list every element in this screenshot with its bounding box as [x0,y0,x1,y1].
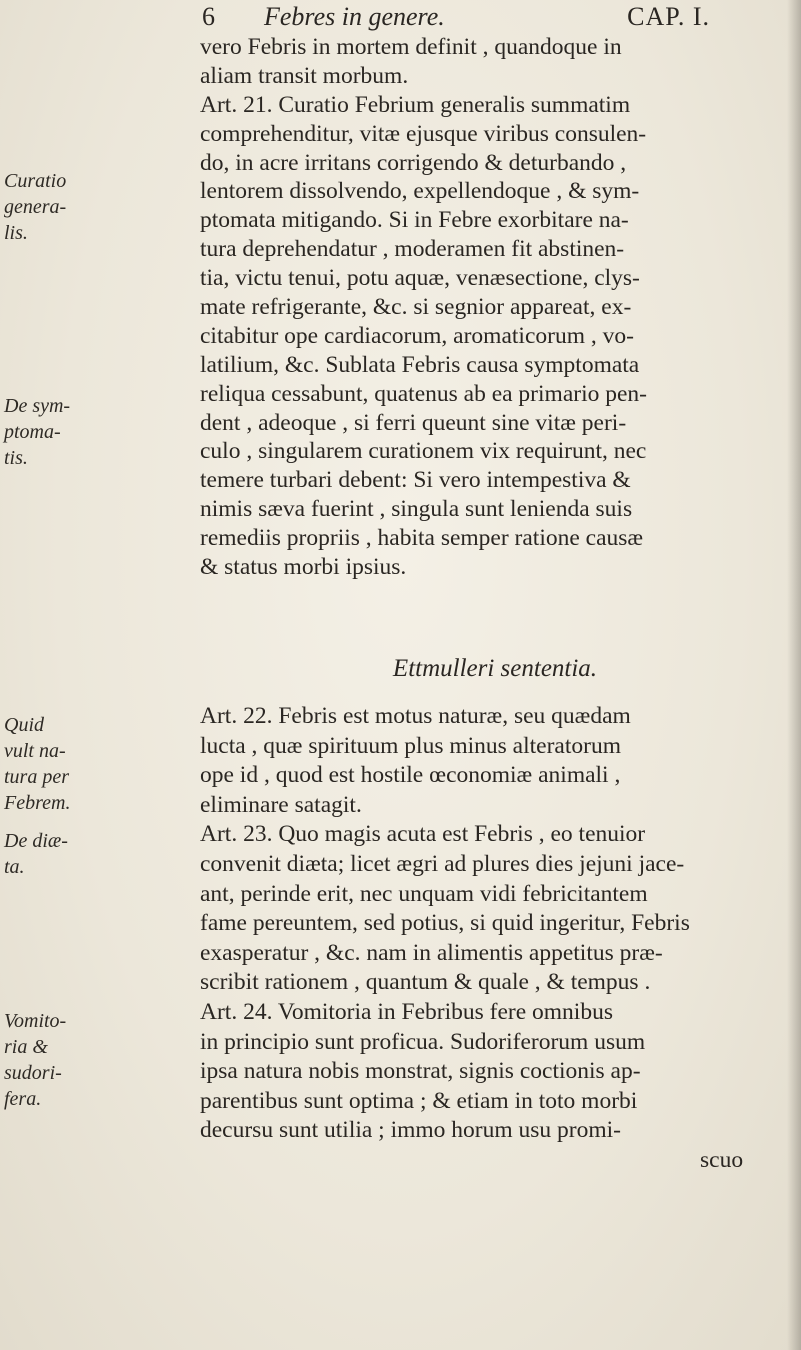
text-line: parentibus sunt optima ; & etiam in toto morbi [200,1087,638,1114]
text-line: latilium, &c. Sublata Febris causa symptomata [200,351,640,378]
text-line: comprehenditur, vitæ ejusque viribus consulen- [200,120,647,147]
text-line: citabitur ope cardiacorum, aromaticorum , vo- [200,322,634,349]
margin-note-line: sudori- [4,1062,62,1084]
margin-note-line: Curatio [4,170,67,192]
text-line: ipsa natura nobis monstrat, signis coctionis ap- [200,1058,641,1085]
text-line: culo , singularem curationem vix requirunt, nec [200,438,647,465]
text-line: tura deprehendatur , moderamen fit abstinen- [200,236,625,263]
margin-note-line: De sym- [4,395,71,417]
running-title: Febres in genere. [264,2,445,31]
section-heading: Ettmulleri sententia. [392,655,598,682]
text-line: fame pereuntem, sed potius, si quid ingeritur, Febris [200,910,690,937]
text-line: & status morbi ipsius. [200,554,407,581]
text-line: do, in acre irritans corrigendo & deturbando , [200,149,627,176]
text-line: lucta , quæ spirituum plus minus alteratorum [200,732,621,759]
margin-note-line: lis. [4,222,28,244]
margin-note-quid-vult [4,712,70,816]
text-line: scribit rationem , quantum & quale , & tempus . [200,969,651,996]
margin-note-line: ria & [4,1036,48,1058]
text-line: Art. 21. Curatio Febrium generalis summatim [200,91,631,118]
chapter-label: CAP. I. [627,2,710,31]
text-line: aliam transit morbum. [200,62,409,89]
text-line: lentorem dissolvendo, expellendoque , & sym- [200,178,640,205]
text-line: nimis sæva fuerint , singula sunt lenienda suis [200,496,633,523]
margin-note-curatio [4,168,66,246]
text-line: mate refrigerante, &c. si segnior appareat, ex- [200,294,632,321]
body-text-part2 [200,702,790,1176]
margin-note-line: fera. [4,1088,42,1110]
text-line: scuo [700,1146,744,1173]
margin-note-line: genera- [4,196,67,218]
margin-note-line: Febrem. [4,792,71,814]
page-number: 6 [202,2,215,31]
text-line: eliminare satagit. [200,791,362,818]
text-line: temere turbari debent: Si vero intempestiva & [200,467,631,494]
margin-note-line: Vomito- [4,1010,67,1032]
text-line: tia, victu tenui, potu aquæ, venæsectione, clys- [200,265,640,292]
text-line: convenit diæta; licet ægri ad plures dies jejuni jace- [200,850,685,877]
text-line: ptomata mitigando. Si in Febre exorbitare na- [200,207,629,234]
margin-note-diaeta [4,828,68,880]
text-line: dent , adeoque , si ferri queunt sine vitæ peri- [200,409,627,436]
margin-note-line: ta. [4,856,25,878]
text-line: Art. 23. Quo magis acuta est Febris , eo tenuior [200,821,646,848]
margin-note-line: ptoma- [4,421,61,443]
margin-note-line: vult na- [4,740,66,762]
text-line: ope id , quod est hostile œconomiæ animali , [200,762,621,789]
margin-note-line: tura per [4,766,69,788]
margin-note-line: Quid [4,714,44,736]
text-line: ant, perinde erit, nec unquam vidi febricitantem [200,880,648,907]
text-line: in principio sunt proficua. Sudoriferorum usum [200,1028,646,1055]
text-line: reliqua cessabunt, quatenus ab ea primario pen- [200,380,647,407]
text-line: vero Febris in mortem definit , quandoque in [200,34,622,60]
body-text-part1 [200,33,790,582]
margin-note-line: tis. [4,447,28,469]
text-line: Art. 24. Vomitoria in Febribus fere omnibus [200,998,613,1025]
text-line: Art. 22. Febris est motus naturæ, seu quædam [200,703,631,729]
margin-note-line: De diæ- [4,830,68,852]
margin-note-symptomata [4,393,70,471]
margin-note-vomitoria [4,1008,66,1112]
text-line: decursu sunt utilia ; immo horum usu promi- [200,1117,622,1144]
text-line: remediis propriis , habita semper ratione causæ [200,525,644,552]
text-line: exasperatur , &c. nam in alimentis appetitus præ- [200,939,663,966]
